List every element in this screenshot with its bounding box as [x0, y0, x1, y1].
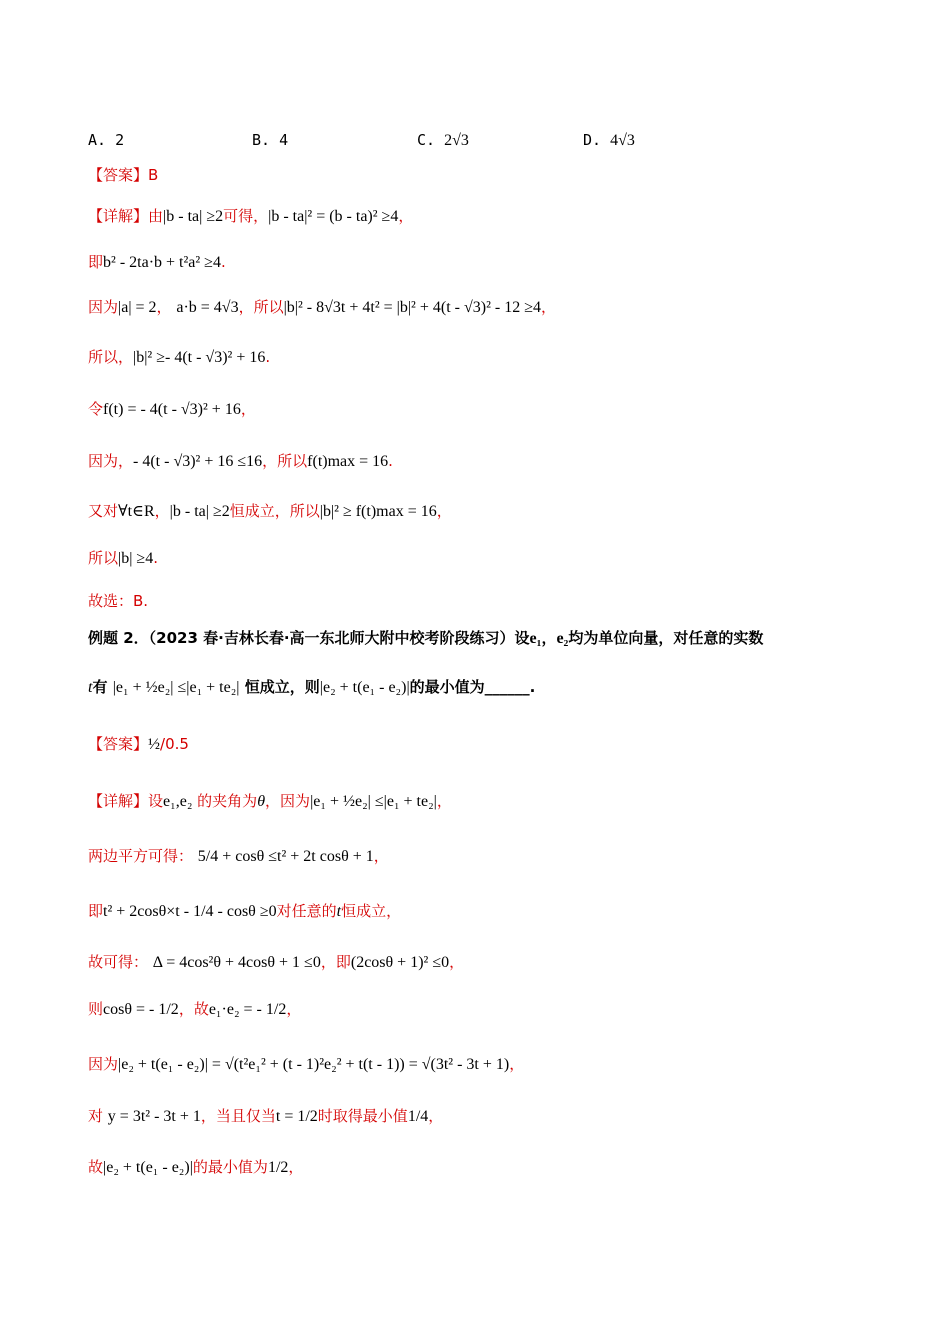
q1-detail-line-3: 因为|a| = 2， a·b = 4√3，所以|b|² - 8√3t + 4t² = |b|² + 4(t - √3)² - 12 ≥4，	[88, 298, 556, 316]
q2-detail-line-5: 则cosθ = - 1/2，故e₁·e₂ = - 1/2，	[88, 1000, 302, 1018]
q2-detail-line-7: 对 y = 3t² - 3t + 1，当且仅当t = 1/2时取得最小值1/4，	[88, 1107, 444, 1125]
option-d: D. 4√3	[583, 131, 635, 149]
option-c: C. 2√3	[417, 131, 469, 149]
q1-detail-line-7: 又对∀t∈R，|b - ta| ≥2恒成立，所以|b|² ≥ f(t)max = 16，	[88, 502, 452, 520]
q2-detail-line-1: 【详解】设e₁,e₂ 的夹角为θ，因为|e₁ + ½e₂| ≤|e₁ + te₂|，	[88, 792, 452, 810]
q1-detail-line-8: 所以|b| ≥4.	[88, 549, 158, 567]
option-a: A. 2	[88, 131, 125, 149]
q1-detail-line-1: 【详解】由|b - ta| ≥2可得，|b - ta|² = (b - ta)² ≥4，	[88, 207, 414, 225]
q1-detail-line-5: 令f(t) = - 4(t - √3)² + 16，	[88, 400, 256, 418]
q1-answer: 【答案】B	[88, 166, 159, 184]
option-b: B. 4	[252, 131, 289, 149]
example-2-title-line-2: t有 |e₁ + ½e₂| ≤|e₁ + te₂| 恒成立，则|e₂ + t(e₁ - e₂)|的最小值为______.	[88, 678, 536, 696]
q1-detail-line-2: 即b² - 2ta·b + t²a² ≥4.	[88, 253, 226, 271]
q1-detail-line-4: 所以，|b|² ≥- 4(t - √3)² + 16.	[88, 348, 271, 366]
q1-detail-line-6: 因为，- 4(t - √3)² + 16 ≤16，所以f(t)max = 16.	[88, 452, 393, 470]
example-2-title: 例题 2．（2023 春·吉林长春·高一东北师大附中校考阶段练习）设e₁，e₂均为单位向量，对任意的实数	[88, 629, 764, 647]
q2-detail-line-4: 故可得： Δ = 4cos²θ + 4cosθ + 1 ≤0，即(2cosθ + 1)² ≤0，	[88, 953, 465, 971]
q2-detail-line-8: 故|e₂ + t(e₁ - e₂)|的最小值为1/2，	[88, 1158, 304, 1176]
q2-detail-line-2: 两边平方可得： 5/4 + cosθ ≤t² + 2t cosθ + 1，	[88, 847, 389, 865]
q2-detail-line-6: 因为|e₂ + t(e₁ - e₂)| = √(t²e₁² + (t - 1)²e₂² + t(t - 1)) = √(3t² - 3t + 1)，	[88, 1055, 525, 1073]
q1-conclusion: 故选：B.	[88, 592, 149, 610]
q2-answer: 【答案】½/0.5	[88, 735, 189, 753]
q2-detail-line-3: 即t² + 2cosθ×t - 1/4 - cosθ ≥0对任意的t恒成立，	[88, 902, 402, 920]
